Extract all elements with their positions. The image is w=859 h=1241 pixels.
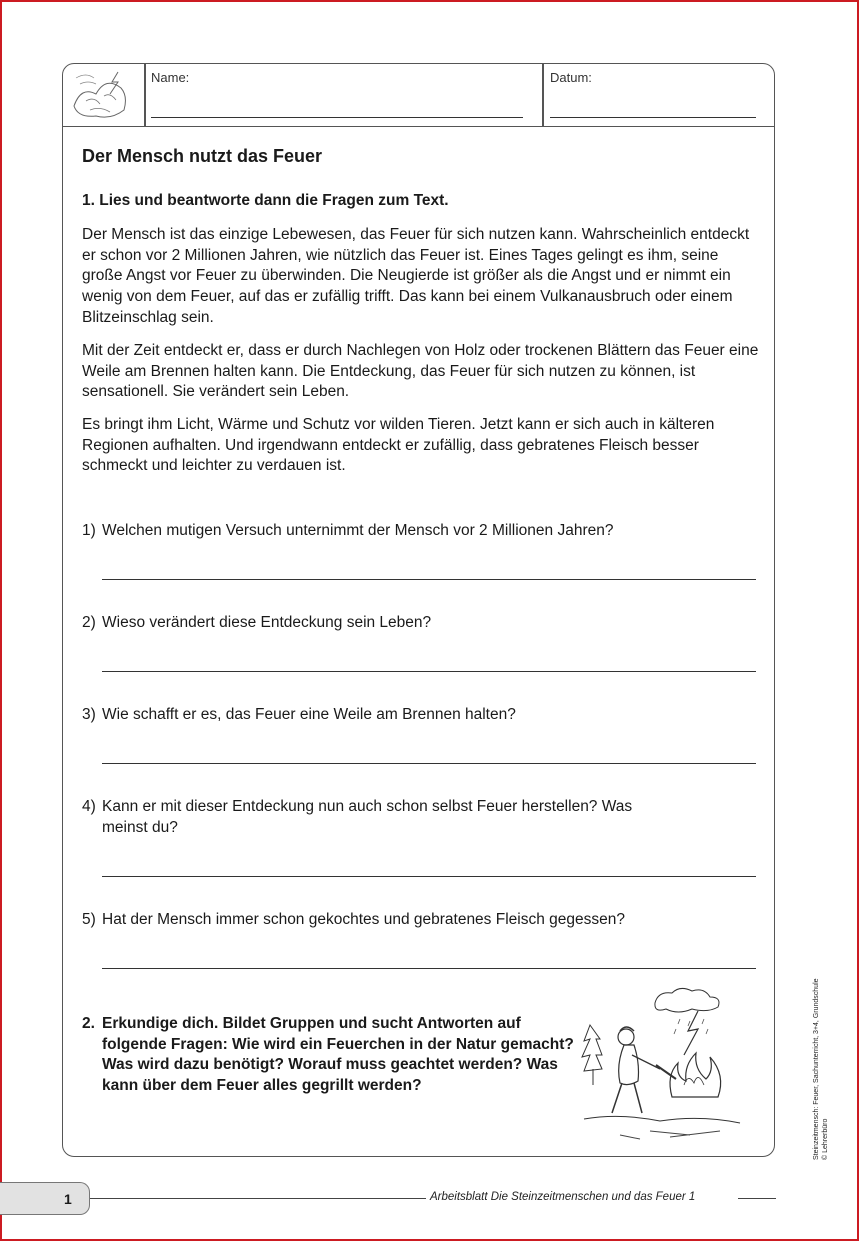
question-text: Wieso verändert diese Entdeckung sein Leben? <box>102 614 432 631</box>
answer-line[interactable] <box>102 876 756 877</box>
answer-line[interactable] <box>102 579 756 580</box>
question-text: Welchen mutigen Versuch unternimmt der Mensch vor 2 Millionen Jahren? <box>102 522 614 539</box>
side-credit-title: Steinzeitmensch: Feuer, Sachunterricht, 3+4, Grundschule <box>813 978 820 1160</box>
question-text: Kann er mit dieser Entdeckung nun auch schon selbst Feuer herstellen? Was meinst du? <box>102 798 633 836</box>
task2-number: 2. <box>82 1015 95 1032</box>
page-tab <box>0 1182 90 1215</box>
question-text: Hat der Mensch immer schon gekochtes und gebratenes Fleisch gegessen? <box>102 911 625 928</box>
question-number: 2) <box>82 614 96 631</box>
side-credit <box>812 978 830 1160</box>
date-field[interactable] <box>550 117 756 118</box>
answer-line[interactable] <box>102 763 756 764</box>
page-number: 1 <box>64 1191 72 1207</box>
footer-rule-right <box>738 1198 776 1199</box>
question-number: 1) <box>82 522 96 539</box>
page-title: Der Mensch nutzt das Feuer <box>82 146 323 166</box>
header-divider-left <box>144 63 146 126</box>
task1-heading: 1. Lies und beantworte dann die Fragen zum Text. <box>82 192 449 209</box>
question-number: 3) <box>82 706 96 723</box>
question-number: 4) <box>82 798 96 815</box>
answer-line[interactable] <box>102 968 756 969</box>
paragraph: Der Mensch ist das einzige Lebewesen, das Feuer für sich nutzen kann. Wahrscheinlich entdeckt er schon vor 2 Millionen Jahren, wie nützlich das Feuer ist. Eines Tages gelingt es ihm, seine große Angst vor Feuer zu überwinden. Die Neugierde ist größer als die Angst und er nimmt ein wenig von dem Feuer, auf das er zufällig trifft. Das kann bei einem Vulkanausbruch oder einem Blitzeinschlag sein. <box>82 226 750 326</box>
footer-rule-left <box>90 1198 426 1199</box>
date-label: Datum: <box>550 70 592 85</box>
paragraph: Es bringt ihm Licht, Wärme und Schutz vor wilden Tieren. Jetzt kann er sich auch in kälteren Regionen aufhalten. Und irgendwann entdeckt er zufällig, dass gebratenes Fleisch besser schmeckt und leichter zu verdauen ist. <box>82 416 715 475</box>
paragraph: Mit der Zeit entdeckt er, dass er durch Nachlegen von Holz oder trockenen Blättern das Feuer eine Weile am Brennen halten kann. Die Entdeckung, das Feuer für sich nutzen zu können, ist sensationell. Sie verändert sein Leben. <box>82 342 759 401</box>
footer-caption: Arbeitsblatt Die Steinzeitmenschen und das Feuer 1 <box>430 1191 696 1203</box>
task2-text: Erkundige dich. Bildet Gruppen und sucht Antworten auf folgende Fragen: Wie wird ein Feuerchen in der Natur gemacht? Was wird dazu benötigt? Worauf muss geachtet werden? Was kann über dem Feuer alles gegrillt werden? <box>102 1015 574 1095</box>
question-number: 5) <box>82 911 96 928</box>
answer-line[interactable] <box>102 671 756 672</box>
name-field[interactable] <box>151 117 523 118</box>
stone-age-logo-icon <box>66 66 136 124</box>
side-credit-publisher: © Lehrerbüro <box>822 1118 829 1160</box>
caveman-fire-illustration <box>580 985 745 1145</box>
header-divider-right <box>542 63 544 126</box>
question-text: Wie schafft er es, das Feuer eine Weile am Brennen halten? <box>102 706 516 723</box>
name-label: Name: <box>151 70 190 85</box>
